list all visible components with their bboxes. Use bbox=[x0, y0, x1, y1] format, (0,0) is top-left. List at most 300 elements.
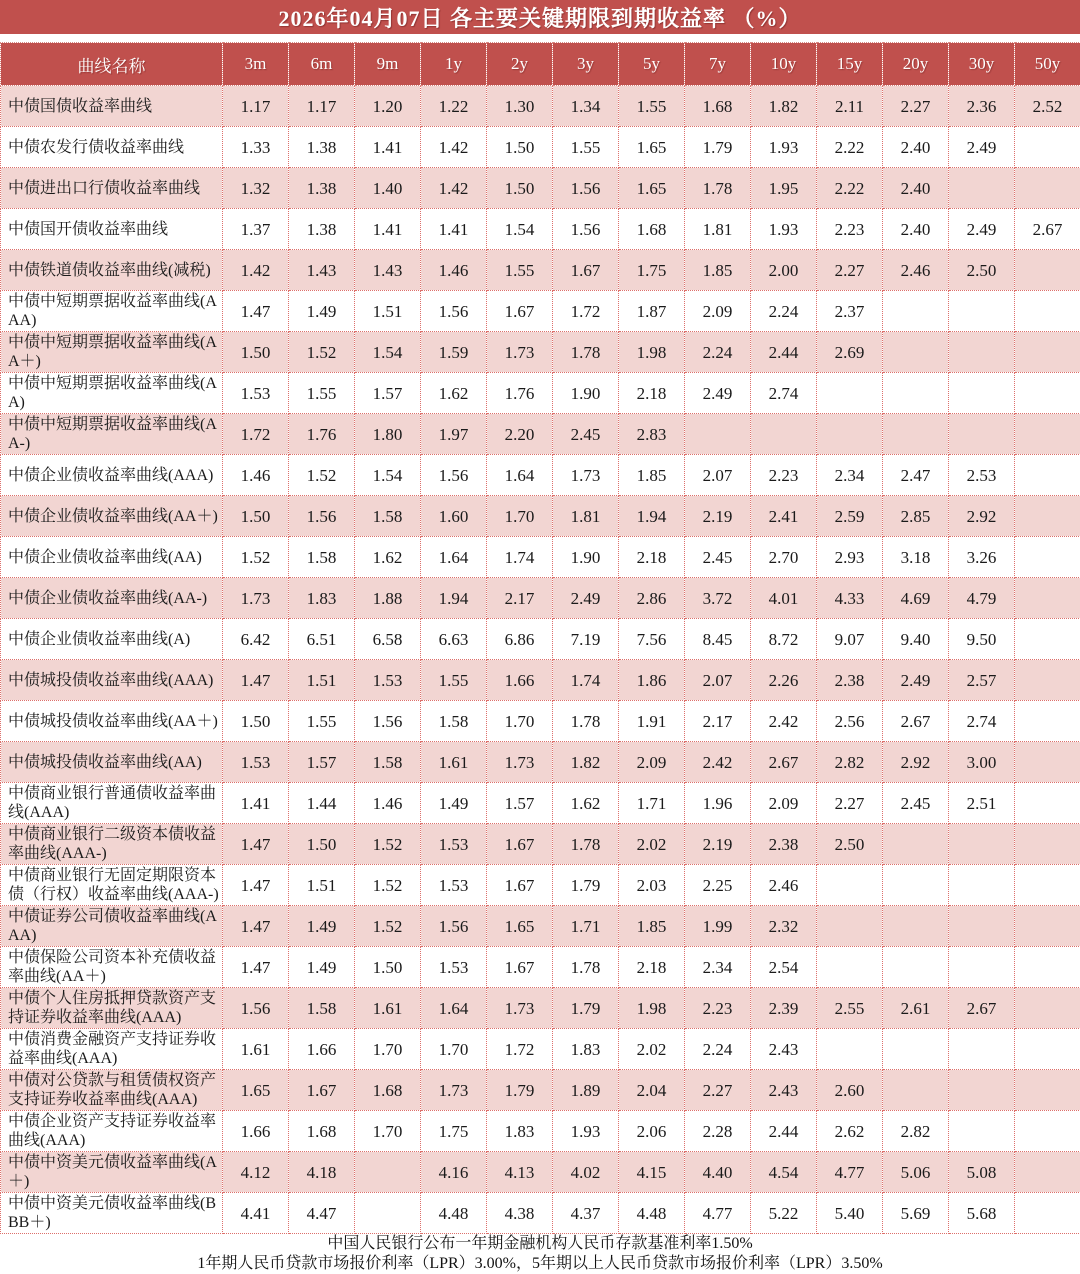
yield-value: 1.58 bbox=[421, 701, 487, 742]
yield-value: 1.47 bbox=[223, 906, 289, 947]
yield-value: 1.78 bbox=[553, 947, 619, 988]
yield-value: 1.67 bbox=[487, 865, 553, 906]
yield-value: 2.56 bbox=[817, 701, 883, 742]
curve-name: 中债中短期票据收益率曲线(AA-) bbox=[1, 414, 223, 455]
yield-value: 8.72 bbox=[751, 619, 817, 660]
yield-value bbox=[685, 414, 751, 455]
yield-value: 1.87 bbox=[619, 291, 685, 332]
yield-value: 2.43 bbox=[751, 1029, 817, 1070]
yield-value: 2.46 bbox=[751, 865, 817, 906]
yield-value: 2.39 bbox=[751, 988, 817, 1029]
yield-value: 1.53 bbox=[355, 660, 421, 701]
yield-value: 2.23 bbox=[685, 988, 751, 1029]
footnote-lpr-rate: 1年期人民币贷款市场报价利率（LPR）3.00%，5年期以上人民币贷款市场报价利率（LPR）3.50% bbox=[0, 1254, 1080, 1274]
table-row bbox=[1, 1111, 1080, 1152]
yield-value: 1.73 bbox=[421, 1070, 487, 1111]
yield-value: 1.85 bbox=[619, 906, 685, 947]
yield-value: 1.54 bbox=[487, 209, 553, 250]
table-body bbox=[1, 86, 1080, 1234]
yield-value: 2.00 bbox=[751, 250, 817, 291]
yield-value: 1.33 bbox=[223, 127, 289, 168]
yield-value: 2.18 bbox=[619, 373, 685, 414]
yield-value: 2.07 bbox=[685, 455, 751, 496]
table-row bbox=[1, 209, 1080, 250]
yield-value bbox=[883, 947, 949, 988]
yield-value: 1.40 bbox=[355, 168, 421, 209]
yield-value bbox=[1015, 1029, 1080, 1070]
yield-value: 1.67 bbox=[289, 1070, 355, 1111]
yield-value: 1.50 bbox=[355, 947, 421, 988]
yield-value: 5.08 bbox=[949, 1152, 1015, 1193]
yield-value: 1.59 bbox=[421, 332, 487, 373]
yield-value: 1.74 bbox=[553, 660, 619, 701]
column-header-tenor-10y: 10y bbox=[751, 43, 817, 86]
curve-name: 中债对公贷款与租赁债权资产支持证券收益率曲线(AAA) bbox=[1, 1070, 223, 1111]
yield-value: 2.24 bbox=[685, 1029, 751, 1070]
yield-value: 4.12 bbox=[223, 1152, 289, 1193]
yield-value: 2.36 bbox=[949, 86, 1015, 127]
yield-value: 1.47 bbox=[223, 947, 289, 988]
yield-value: 1.72 bbox=[553, 291, 619, 332]
curve-name: 中债城投债收益率曲线(AAA) bbox=[1, 660, 223, 701]
yield-value: 1.73 bbox=[487, 332, 553, 373]
yield-value: 1.20 bbox=[355, 86, 421, 127]
yield-value: 1.78 bbox=[553, 701, 619, 742]
yield-value bbox=[1015, 578, 1080, 619]
yield-value: 1.68 bbox=[619, 209, 685, 250]
yield-value: 2.49 bbox=[685, 373, 751, 414]
yield-value bbox=[949, 1070, 1015, 1111]
yield-value: 1.78 bbox=[553, 332, 619, 373]
yield-value: 1.53 bbox=[421, 865, 487, 906]
yield-value: 2.37 bbox=[817, 291, 883, 332]
yield-value: 1.38 bbox=[289, 168, 355, 209]
yield-value: 2.09 bbox=[685, 291, 751, 332]
yield-value: 1.55 bbox=[619, 86, 685, 127]
yield-value: 2.18 bbox=[619, 947, 685, 988]
yield-value: 2.52 bbox=[1015, 86, 1080, 127]
yield-value: 1.61 bbox=[223, 1029, 289, 1070]
yield-value: 1.93 bbox=[751, 127, 817, 168]
yield-value: 1.32 bbox=[223, 168, 289, 209]
yield-value: 2.92 bbox=[949, 496, 1015, 537]
yield-value: 1.47 bbox=[223, 824, 289, 865]
yield-value: 4.47 bbox=[289, 1193, 355, 1234]
yield-value: 2.50 bbox=[949, 250, 1015, 291]
table-row bbox=[1, 742, 1080, 783]
yield-value: 1.42 bbox=[421, 127, 487, 168]
yield-value: 1.41 bbox=[223, 783, 289, 824]
yield-value: 1.52 bbox=[355, 906, 421, 947]
table-row bbox=[1, 496, 1080, 537]
column-header-tenor-5y: 5y bbox=[619, 43, 685, 86]
yield-value: 1.52 bbox=[355, 865, 421, 906]
yield-value: 1.83 bbox=[553, 1029, 619, 1070]
yield-value bbox=[949, 947, 1015, 988]
yield-value: 1.80 bbox=[355, 414, 421, 455]
yield-value: 4.01 bbox=[751, 578, 817, 619]
curve-name: 中债城投债收益率曲线(AA) bbox=[1, 742, 223, 783]
yield-value: 1.71 bbox=[619, 783, 685, 824]
yield-value: 1.50 bbox=[223, 701, 289, 742]
yield-value: 4.40 bbox=[685, 1152, 751, 1193]
yield-value: 2.49 bbox=[949, 209, 1015, 250]
yield-value: 9.50 bbox=[949, 619, 1015, 660]
table-row bbox=[1, 1193, 1080, 1234]
yield-value: 1.70 bbox=[487, 496, 553, 537]
yield-value bbox=[817, 414, 883, 455]
yield-value: 1.56 bbox=[289, 496, 355, 537]
column-header-tenor-1y: 1y bbox=[421, 43, 487, 86]
yield-value: 1.61 bbox=[355, 988, 421, 1029]
yield-value: 1.52 bbox=[289, 455, 355, 496]
table-row bbox=[1, 906, 1080, 947]
yield-value bbox=[355, 1193, 421, 1234]
yield-value: 1.42 bbox=[421, 168, 487, 209]
yield-value: 6.51 bbox=[289, 619, 355, 660]
yield-value: 2.85 bbox=[883, 496, 949, 537]
yield-value: 1.67 bbox=[487, 291, 553, 332]
yield-value: 1.88 bbox=[355, 578, 421, 619]
yield-value: 4.48 bbox=[619, 1193, 685, 1234]
yield-value: 4.02 bbox=[553, 1152, 619, 1193]
yield-value: 1.79 bbox=[685, 127, 751, 168]
yield-value bbox=[1015, 660, 1080, 701]
yield-value: 6.42 bbox=[223, 619, 289, 660]
yield-value: 1.93 bbox=[553, 1111, 619, 1152]
yield-value bbox=[1015, 496, 1080, 537]
yield-value: 2.18 bbox=[619, 537, 685, 578]
table-row bbox=[1, 947, 1080, 988]
yield-value: 1.75 bbox=[421, 1111, 487, 1152]
yield-value bbox=[1015, 291, 1080, 332]
yield-value bbox=[949, 824, 1015, 865]
yield-value bbox=[1015, 1111, 1080, 1152]
yield-value: 1.72 bbox=[223, 414, 289, 455]
footnotes bbox=[0, 1234, 1080, 1274]
yield-value: 1.62 bbox=[553, 783, 619, 824]
yield-value: 2.67 bbox=[1015, 209, 1080, 250]
yield-value: 1.34 bbox=[553, 86, 619, 127]
yield-value: 1.90 bbox=[553, 537, 619, 578]
table-row bbox=[1, 824, 1080, 865]
yield-value: 1.56 bbox=[553, 209, 619, 250]
yield-value: 4.77 bbox=[685, 1193, 751, 1234]
yield-value: 6.86 bbox=[487, 619, 553, 660]
column-header-tenor-3m: 3m bbox=[223, 43, 289, 86]
yield-table bbox=[0, 42, 1080, 1234]
yield-value: 1.43 bbox=[355, 250, 421, 291]
yield-value: 4.18 bbox=[289, 1152, 355, 1193]
yield-value: 2.17 bbox=[685, 701, 751, 742]
yield-value: 1.56 bbox=[421, 906, 487, 947]
yield-value: 2.03 bbox=[619, 865, 685, 906]
yield-value bbox=[1015, 1193, 1080, 1234]
yield-value: 1.53 bbox=[223, 742, 289, 783]
yield-value: 9.07 bbox=[817, 619, 883, 660]
yield-value: 1.98 bbox=[619, 988, 685, 1029]
report-title-bar bbox=[0, 0, 1080, 34]
curve-name: 中债消费金融资产支持证券收益率曲线(AAA) bbox=[1, 1029, 223, 1070]
yield-value: 1.64 bbox=[421, 988, 487, 1029]
yield-value: 2.44 bbox=[751, 1111, 817, 1152]
curve-name: 中债企业债收益率曲线(AA-) bbox=[1, 578, 223, 619]
yield-value: 4.33 bbox=[817, 578, 883, 619]
yield-value: 1.66 bbox=[223, 1111, 289, 1152]
yield-value: 1.62 bbox=[421, 373, 487, 414]
yield-value: 1.65 bbox=[619, 127, 685, 168]
yield-value: 6.58 bbox=[355, 619, 421, 660]
curve-name: 中债保险公司资本补充债收益率曲线(AA＋) bbox=[1, 947, 223, 988]
yield-value bbox=[949, 906, 1015, 947]
yield-value: 2.11 bbox=[817, 86, 883, 127]
yield-value: 1.49 bbox=[421, 783, 487, 824]
yield-value bbox=[883, 824, 949, 865]
yield-value: 1.65 bbox=[619, 168, 685, 209]
yield-value bbox=[883, 373, 949, 414]
yield-value: 1.99 bbox=[685, 906, 751, 947]
yield-value bbox=[355, 1152, 421, 1193]
yield-value: 1.55 bbox=[553, 127, 619, 168]
curve-name: 中债农发行债收益率曲线 bbox=[1, 127, 223, 168]
curve-name: 中债企业债收益率曲线(AAA) bbox=[1, 455, 223, 496]
column-header-row bbox=[1, 43, 1080, 86]
column-header-tenor-20y: 20y bbox=[883, 43, 949, 86]
yield-value bbox=[1015, 455, 1080, 496]
yield-value: 1.56 bbox=[223, 988, 289, 1029]
yield-value bbox=[1015, 1152, 1080, 1193]
yield-value: 1.61 bbox=[421, 742, 487, 783]
yield-value: 1.89 bbox=[553, 1070, 619, 1111]
report-title: 2026年04月07日 各主要关键期限到期收益率 （%） bbox=[278, 2, 801, 33]
table-row bbox=[1, 1152, 1080, 1193]
yield-value: 2.38 bbox=[817, 660, 883, 701]
column-header-curve-name: 曲线名称 bbox=[1, 43, 223, 86]
column-header-tenor-3y: 3y bbox=[553, 43, 619, 86]
yield-value bbox=[949, 865, 1015, 906]
table-row bbox=[1, 332, 1080, 373]
table-row bbox=[1, 1029, 1080, 1070]
yield-value bbox=[1015, 537, 1080, 578]
table-row bbox=[1, 660, 1080, 701]
yield-value: 9.40 bbox=[883, 619, 949, 660]
yield-value: 1.83 bbox=[487, 1111, 553, 1152]
yield-value: 1.73 bbox=[487, 988, 553, 1029]
yield-value: 2.69 bbox=[817, 332, 883, 373]
table-row bbox=[1, 127, 1080, 168]
yield-value: 1.79 bbox=[487, 1070, 553, 1111]
yield-value: 2.38 bbox=[751, 824, 817, 865]
yield-value: 5.22 bbox=[751, 1193, 817, 1234]
yield-value bbox=[1015, 906, 1080, 947]
yield-value: 5.69 bbox=[883, 1193, 949, 1234]
yield-value: 2.86 bbox=[619, 578, 685, 619]
yield-value: 2.92 bbox=[883, 742, 949, 783]
yield-value: 1.72 bbox=[487, 1029, 553, 1070]
yield-value: 2.42 bbox=[685, 742, 751, 783]
yield-value: 5.40 bbox=[817, 1193, 883, 1234]
yield-value: 2.59 bbox=[817, 496, 883, 537]
yield-value: 2.49 bbox=[883, 660, 949, 701]
table-row bbox=[1, 537, 1080, 578]
yield-value bbox=[1015, 947, 1080, 988]
yield-value bbox=[1015, 988, 1080, 1029]
yield-value: 2.22 bbox=[817, 127, 883, 168]
yield-value: 1.67 bbox=[553, 250, 619, 291]
yield-value: 1.94 bbox=[421, 578, 487, 619]
yield-value: 1.68 bbox=[355, 1070, 421, 1111]
curve-name: 中债中短期票据收益率曲线(AA＋) bbox=[1, 332, 223, 373]
yield-value: 1.47 bbox=[223, 660, 289, 701]
yield-value: 2.34 bbox=[685, 947, 751, 988]
yield-value: 2.02 bbox=[619, 824, 685, 865]
yield-value: 2.45 bbox=[685, 537, 751, 578]
yield-value: 4.37 bbox=[553, 1193, 619, 1234]
yield-value: 2.49 bbox=[553, 578, 619, 619]
yield-value: 2.40 bbox=[883, 127, 949, 168]
yield-value: 1.68 bbox=[685, 86, 751, 127]
yield-value: 1.74 bbox=[487, 537, 553, 578]
yield-value: 1.54 bbox=[355, 455, 421, 496]
yield-value: 1.93 bbox=[751, 209, 817, 250]
yield-value: 1.78 bbox=[553, 824, 619, 865]
curve-name: 中债中短期票据收益率曲线(AAA) bbox=[1, 291, 223, 332]
yield-value: 1.52 bbox=[355, 824, 421, 865]
yield-value bbox=[817, 1029, 883, 1070]
yield-value bbox=[949, 414, 1015, 455]
column-header-tenor-9m: 9m bbox=[355, 43, 421, 86]
yield-value bbox=[1015, 619, 1080, 660]
column-header-tenor-50y: 50y bbox=[1015, 43, 1080, 86]
yield-value: 1.55 bbox=[289, 373, 355, 414]
yield-value: 2.27 bbox=[685, 1070, 751, 1111]
curve-name: 中债企业债收益率曲线(A) bbox=[1, 619, 223, 660]
yield-value: 1.51 bbox=[289, 865, 355, 906]
yield-value: 1.85 bbox=[685, 250, 751, 291]
yield-value: 2.62 bbox=[817, 1111, 883, 1152]
yield-value: 1.96 bbox=[685, 783, 751, 824]
yield-value: 1.53 bbox=[421, 947, 487, 988]
yield-value: 1.41 bbox=[355, 209, 421, 250]
yield-value: 1.98 bbox=[619, 332, 685, 373]
table-row bbox=[1, 578, 1080, 619]
yield-value: 2.93 bbox=[817, 537, 883, 578]
curve-name: 中债商业银行二级资本债收益率曲线(AAA-) bbox=[1, 824, 223, 865]
yield-value: 5.68 bbox=[949, 1193, 1015, 1234]
yield-value: 1.50 bbox=[487, 127, 553, 168]
yield-value: 2.67 bbox=[883, 701, 949, 742]
yield-value: 2.67 bbox=[949, 988, 1015, 1029]
table-row bbox=[1, 168, 1080, 209]
yield-value: 3.26 bbox=[949, 537, 1015, 578]
yield-value: 1.66 bbox=[289, 1029, 355, 1070]
yield-value: 2.09 bbox=[751, 783, 817, 824]
title-gap bbox=[0, 34, 1080, 42]
yield-value: 2.57 bbox=[949, 660, 1015, 701]
yield-value: 1.65 bbox=[223, 1070, 289, 1111]
yield-value: 2.53 bbox=[949, 455, 1015, 496]
yield-value: 7.19 bbox=[553, 619, 619, 660]
yield-value: 2.32 bbox=[751, 906, 817, 947]
yield-value: 1.38 bbox=[289, 209, 355, 250]
yield-value: 1.55 bbox=[289, 701, 355, 742]
yield-value: 1.73 bbox=[223, 578, 289, 619]
yield-value: 1.60 bbox=[421, 496, 487, 537]
curve-name: 中债企业资产支持证券收益率曲线(AAA) bbox=[1, 1111, 223, 1152]
yield-value: 1.71 bbox=[553, 906, 619, 947]
yield-value: 1.76 bbox=[289, 414, 355, 455]
table-row bbox=[1, 988, 1080, 1029]
yield-value: 1.52 bbox=[223, 537, 289, 578]
yield-value: 1.43 bbox=[289, 250, 355, 291]
yield-value: 2.23 bbox=[751, 455, 817, 496]
curve-name: 中债中资美元债收益率曲线(A＋) bbox=[1, 1152, 223, 1193]
yield-value: 2.19 bbox=[685, 824, 751, 865]
table-row bbox=[1, 373, 1080, 414]
yield-value: 1.82 bbox=[553, 742, 619, 783]
yield-value: 1.41 bbox=[355, 127, 421, 168]
yield-value bbox=[949, 1111, 1015, 1152]
yield-value: 1.82 bbox=[751, 86, 817, 127]
yield-value: 1.50 bbox=[289, 824, 355, 865]
yield-value: 1.66 bbox=[487, 660, 553, 701]
yield-value: 1.51 bbox=[355, 291, 421, 332]
yield-value: 1.49 bbox=[289, 906, 355, 947]
yield-value bbox=[949, 332, 1015, 373]
yield-value: 1.91 bbox=[619, 701, 685, 742]
table-row bbox=[1, 783, 1080, 824]
yield-value: 2.27 bbox=[817, 783, 883, 824]
yield-value: 1.46 bbox=[355, 783, 421, 824]
yield-value bbox=[1015, 373, 1080, 414]
yield-value: 1.73 bbox=[487, 742, 553, 783]
yield-value bbox=[949, 373, 1015, 414]
yield-value: 4.41 bbox=[223, 1193, 289, 1234]
yield-value: 1.56 bbox=[553, 168, 619, 209]
yield-value: 1.53 bbox=[223, 373, 289, 414]
yield-value: 2.23 bbox=[817, 209, 883, 250]
yield-value: 2.46 bbox=[883, 250, 949, 291]
yield-value: 3.18 bbox=[883, 537, 949, 578]
yield-value: 1.62 bbox=[355, 537, 421, 578]
yield-value: 2.67 bbox=[751, 742, 817, 783]
yield-value bbox=[883, 291, 949, 332]
yield-value: 2.26 bbox=[751, 660, 817, 701]
yield-value bbox=[883, 865, 949, 906]
yield-value: 2.47 bbox=[883, 455, 949, 496]
curve-name: 中债中短期票据收益率曲线(AA) bbox=[1, 373, 223, 414]
column-header-tenor-6m: 6m bbox=[289, 43, 355, 86]
yield-value bbox=[817, 373, 883, 414]
yield-value: 1.57 bbox=[289, 742, 355, 783]
yield-value: 1.64 bbox=[487, 455, 553, 496]
yield-value bbox=[1015, 824, 1080, 865]
yield-value: 1.73 bbox=[553, 455, 619, 496]
yield-value: 1.17 bbox=[289, 86, 355, 127]
yield-value: 1.17 bbox=[223, 86, 289, 127]
yield-value: 1.94 bbox=[619, 496, 685, 537]
yield-value: 1.57 bbox=[355, 373, 421, 414]
yield-value bbox=[1015, 701, 1080, 742]
curve-name: 中债国开债收益率曲线 bbox=[1, 209, 223, 250]
table-row bbox=[1, 865, 1080, 906]
yield-value: 3.00 bbox=[949, 742, 1015, 783]
table-row bbox=[1, 619, 1080, 660]
yield-value: 1.56 bbox=[421, 455, 487, 496]
yield-value: 2.06 bbox=[619, 1111, 685, 1152]
yield-value bbox=[949, 1029, 1015, 1070]
yield-value bbox=[1015, 783, 1080, 824]
